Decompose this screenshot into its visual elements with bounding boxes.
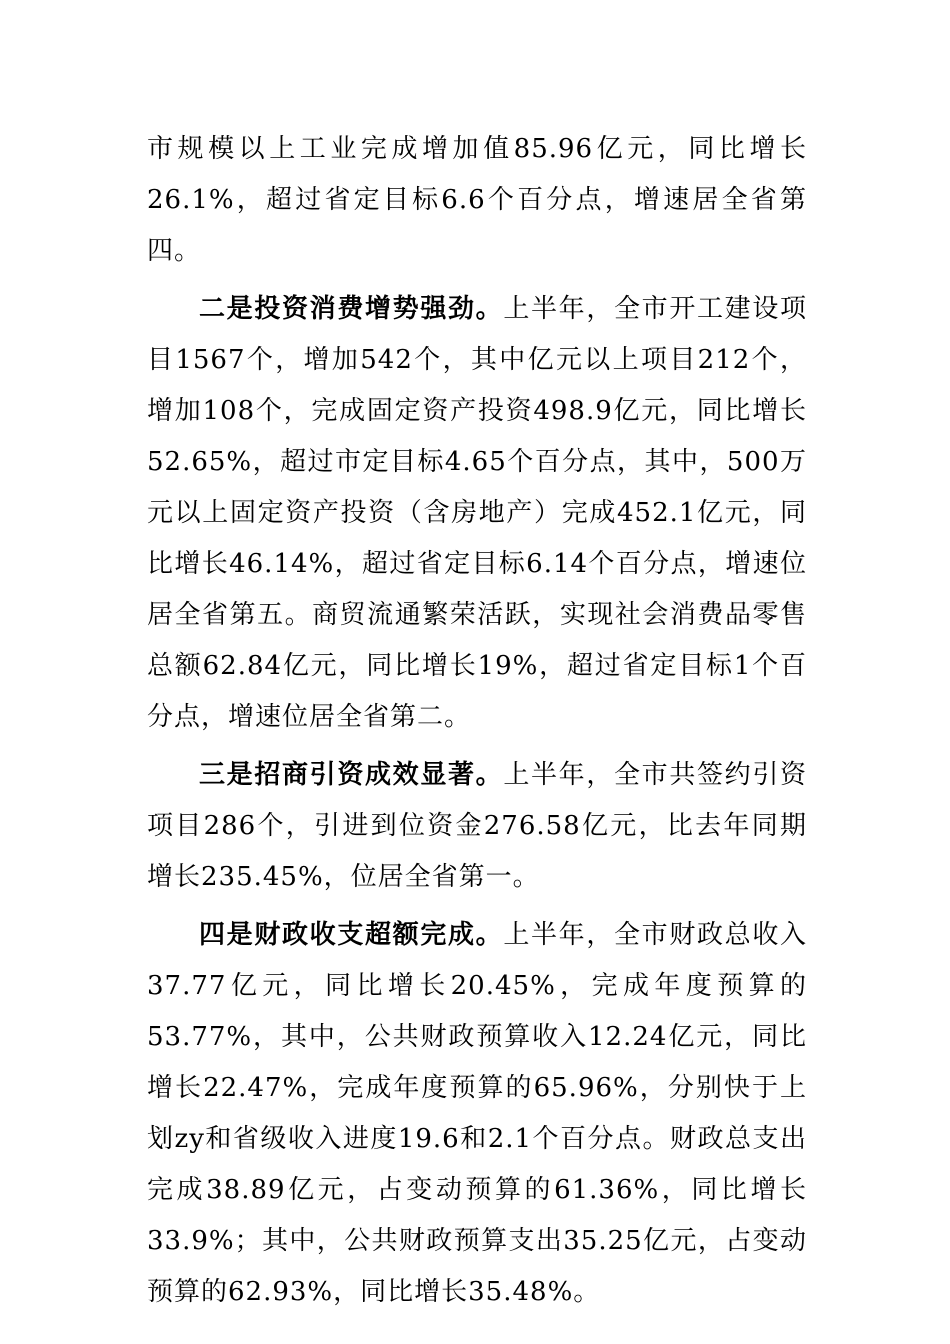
paragraph-finance	[147, 910, 807, 1318]
paragraph-body: 上半年，全市财政总收入37.77亿元，同比增长20.45%，完成年度预算的53.77%，其中，公共财政预算收入12.24亿元，同比增长22.47%，完成年度预算的65.96%，分别快于上划zy和省级收入进度19.6和2.1个百分点。财政总支出完成38.89亿元，占变动预算的61.36%，同比增长33.9%；其中，公共财政预算支出35.25亿元，占变动预算的62.93%，同比增长35.48%。	[147, 920, 807, 1307]
paragraph-investment	[147, 284, 807, 743]
paragraph-lead: 四是财政收支超额完成。	[199, 920, 504, 950]
paragraph-body: 上半年，全市开工建设项目1567个，增加542个，其中亿元以上项目212个，增加108个，完成固定资产投资498.9亿元，同比增长52.65%，超过市定目标4.65个百分点，其中，500万元以上固定资产投资（含房地产）完成452.1亿元，同比增长46.14%，超过省定目标6.14个百分点，增速位居全省第五。商贸流通繁荣活跃，实现社会消费品零售总额62.84亿元，同比增长19%，超过省定目标1个百分点，增速位居全省第二。	[147, 294, 807, 732]
paragraph-lead: 三是招商引资成效显著。	[199, 760, 504, 790]
paragraph-body: 市规模以上工业完成增加值85.96亿元，同比增长26.1%，超过省定目标6.6个百分点，增速居全省第四。	[147, 134, 807, 266]
paragraph-body: 上半年，全市共签约引资项目286个，引进到位资金276.58亿元，比去年同期增长235.45%，位居全省第一。	[147, 760, 807, 892]
paragraph-lead: 二是投资消费增势强劲。	[199, 294, 504, 324]
paragraph-investment-attraction	[147, 750, 807, 903]
paragraph-industry	[147, 124, 807, 277]
document-page	[147, 124, 807, 1318]
